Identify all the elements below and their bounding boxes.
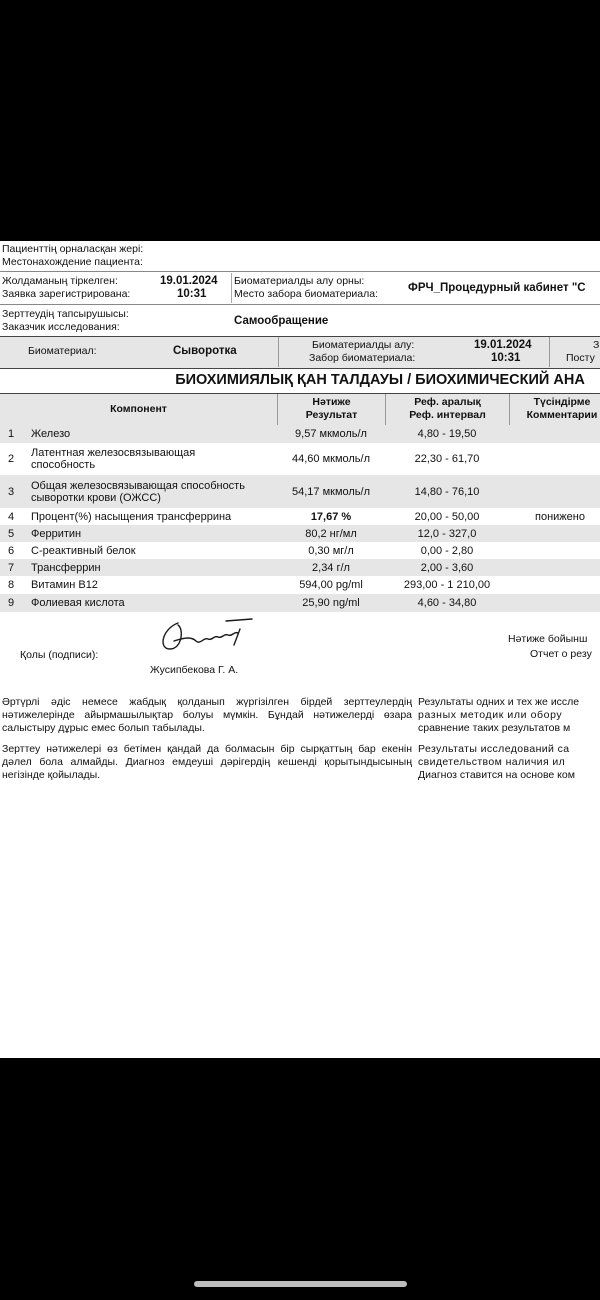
table-row [0, 525, 600, 542]
collection-place-label-ru: Место забора биоматериала: [234, 288, 379, 300]
biomaterial-label: Биоматериал: [28, 345, 97, 357]
result-value: 44,60 мкмоль/л [291, 453, 371, 465]
component-name: Фолиевая кислота [31, 597, 125, 609]
collection-label-ru: Забор биоматериала: [309, 352, 416, 364]
reference-interval: 4,60 - 34,80 [417, 597, 477, 609]
divider [231, 273, 232, 303]
table-row [0, 594, 600, 612]
result-report-ru: Отчет о резу [530, 648, 592, 660]
result-value: 0,30 мг/л [308, 544, 354, 557]
component-name: С-реактивный белок [31, 544, 136, 557]
table-row [0, 425, 600, 443]
row-number: 4 [8, 510, 15, 523]
note-line: Результаты одних и тех же иссле [418, 696, 580, 708]
table-row [0, 576, 600, 594]
result-value: 25,90 ng/ml [302, 597, 360, 609]
note-line: Результаты исследований са [418, 743, 570, 755]
signature-image [156, 615, 256, 657]
result-value: 9,57 мкмоль/л [295, 428, 367, 440]
component-name: Процент(%) насыщения трансферрина [31, 510, 232, 523]
collection-place-label-kz: Биоматериалды алу орны: [234, 275, 365, 287]
row-number: 8 [8, 579, 15, 591]
comment-value: понижено [535, 510, 585, 523]
customer-value: Самообращение [234, 315, 329, 327]
column-header-ref [386, 396, 509, 422]
row-number: 9 [8, 597, 15, 609]
patient-location-label-ru: Местонахождение пациента: [2, 256, 143, 268]
component-name: Витамин В12 [31, 579, 98, 591]
table-row [0, 542, 600, 559]
customer-label-ru: Заказчик исследования: [2, 321, 120, 333]
column-header-component: Компонент [110, 403, 167, 415]
component-name: Латентная железосвязывающая способность [31, 447, 196, 471]
note-line: Диагноз ставится на основе ком [418, 769, 575, 781]
divider [278, 337, 279, 367]
column-header-ref-kz: Реф. аралық [414, 396, 481, 408]
note-ru-1 [418, 696, 600, 735]
row-number: 7 [8, 561, 15, 574]
row-number: 3 [8, 485, 15, 498]
result-value: 54,17 мкмоль/л [291, 485, 371, 498]
result-value: 80,2 нг/мл [305, 527, 357, 540]
row-number: 1 [8, 428, 15, 440]
collection-place-value: ФРЧ_Процедурный кабинет "С [408, 282, 586, 294]
handwritten-signature [156, 615, 256, 657]
column-header-comment [512, 396, 600, 422]
cut-label-bottom: Посту [566, 352, 595, 364]
divider [509, 394, 510, 426]
cut-label-top: З [593, 339, 600, 351]
reference-interval: 22,30 - 61,70 [414, 453, 480, 465]
divider [549, 337, 550, 367]
reference-interval: 12,0 - 327,0 [417, 527, 477, 540]
registered-date: 19.01.2024 [160, 275, 218, 287]
result-report-kz: Нәтиже бойынш [508, 633, 588, 645]
column-header-result-kz: Нәтиже [312, 396, 351, 408]
biomaterial-value: Сыворотка [173, 345, 237, 357]
signer-name: Жусипбекова Г. А. [150, 664, 239, 676]
row-number: 5 [8, 527, 15, 540]
reference-interval: 14,80 - 76,10 [414, 485, 480, 498]
note-ru-2 [418, 743, 600, 782]
patient-location-label-kz: Пациенттің орналасқан жері: [2, 243, 144, 255]
column-header-ref-ru: Реф. интервал [409, 409, 486, 421]
note-kz-1 [2, 696, 412, 735]
result-value: 594,00 pg/ml [299, 579, 363, 591]
registered-label-kz: Жолдаманың тіркелген: [2, 275, 118, 287]
note-line: сравнение таких результатов м [418, 722, 571, 734]
component-name: Железо [31, 428, 71, 440]
divider [0, 304, 600, 305]
component-name: Общая железосвязывающая способность сыворотки крови (ОЖСС) [31, 479, 245, 504]
table-row [0, 559, 600, 576]
report-title: БИОХИМИЯЛЫҚ ҚАН ТАЛДАУЫ / БИОХИМИЧЕСКИЙ АНА [175, 372, 585, 388]
reference-interval: 20,00 - 50,00 [414, 510, 480, 523]
reference-interval: 0,00 - 2,80 [420, 544, 474, 557]
result-value: 2,34 г/л [312, 561, 350, 574]
component-name: Ферритин [31, 527, 82, 540]
signature-label: Қолы (подписи): [20, 649, 99, 661]
customer-label-kz: Зерттеудің тапсырушысы: [2, 308, 129, 320]
column-header-comment-ru: Комментарии [526, 409, 598, 421]
table-row [0, 475, 600, 508]
lab-report-document [0, 241, 600, 1058]
collection-time: 10:31 [491, 352, 521, 364]
home-indicator[interactable] [194, 1281, 407, 1287]
row-number: 6 [8, 544, 15, 557]
component-name: Трансферрин [31, 561, 101, 574]
reference-interval: 2,00 - 3,60 [420, 561, 474, 574]
result-value: 17,67 % [310, 510, 352, 523]
reference-interval: 4,80 - 19,50 [417, 428, 477, 440]
table-row [0, 443, 600, 475]
reference-interval: 293,00 - 1 210,00 [403, 579, 491, 591]
table-header [0, 393, 600, 427]
row-number: 2 [8, 453, 15, 465]
registered-label-ru: Заявка зарегистрирована: [2, 288, 131, 300]
table-row [0, 508, 600, 525]
note-kz-2 [2, 743, 412, 782]
column-header-comment-kz: Түсіндірме [533, 396, 591, 408]
column-header-result [278, 396, 385, 422]
screen-background [0, 1058, 600, 1300]
note-text: Зерттеу нәтижелері өз бетімен қандай да болмасын бір сырқаттың бар екенін дәлел бола алмайды. Диагноз емдеуші дәрігердің кешенді қорытындысының негізінде қойылады. [2, 743, 412, 781]
collection-date: 19.01.2024 [474, 339, 532, 351]
divider [0, 271, 600, 272]
registered-time: 10:31 [177, 288, 207, 300]
column-header-result-ru: Результат [305, 409, 358, 421]
note-text: Әртүрлі әдіс немесе жабдық қолданып жүргізілген бірдей зерттеулердің нәтижелерінде айырмашылықтар болуы мүмкін. Бұндай нәтижелерді өзара салыстыру дұрыс емес болып табылады. [2, 696, 412, 734]
collection-label-kz: Биоматериалды алу: [312, 339, 415, 351]
note-line: свидетельством наличия ил [418, 756, 566, 768]
note-line: разных методик или обору [418, 709, 563, 721]
